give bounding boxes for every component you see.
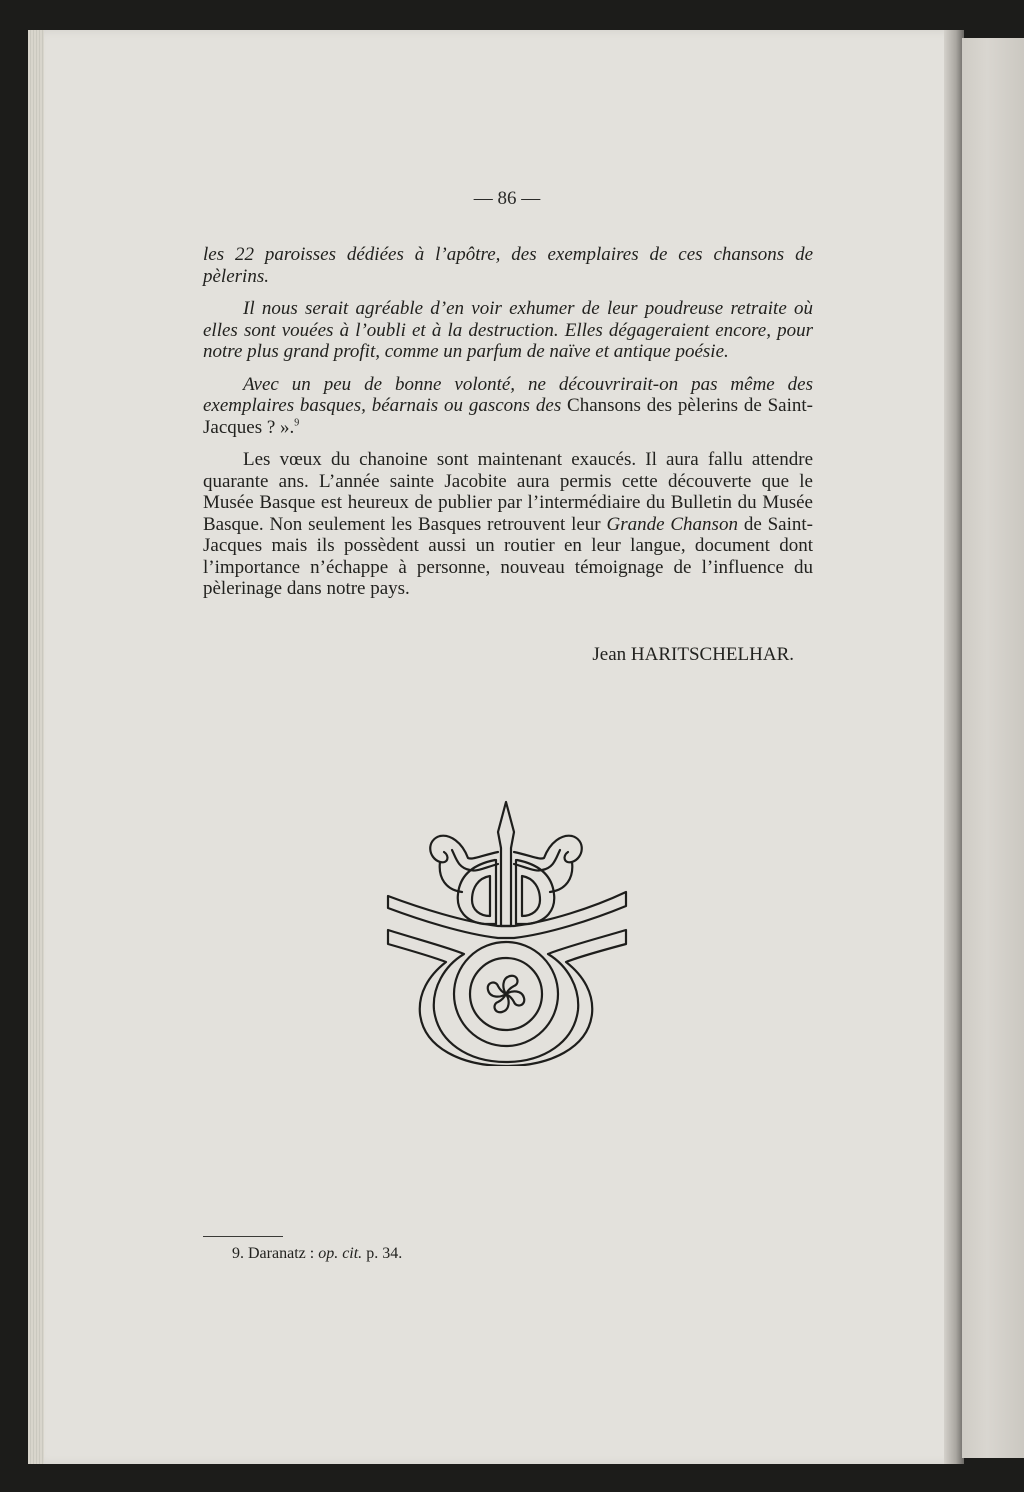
paragraph-2-text: Il nous serait agréable d’en voir exhumer de leur poudreuse retraite où elles sont vouées à l’oubli et à la destruction. Elles dégageraient encore, pour notre plus grand profit, comme un parfum de naïve et antique poésie. [203,298,813,362]
paragraph-1 [203,244,813,287]
footnote [232,1245,732,1263]
facing-page-edge [962,38,1024,1458]
footnote-page: p. 34. [366,1245,403,1262]
paragraph-1-text: les 22 paroisses dédiées à l’apôtre, des exemplaires de ces chansons de pèlerins. [203,244,813,287]
footnote-marker: 9 [294,417,300,429]
body-text [203,244,813,600]
paragraph-4-italic-title: Grande Chanson [606,513,738,535]
footnote-rule [203,1236,283,1237]
page-number: — 86 — [473,188,541,209]
paragraph-3-italic-text: Avec un peu de bonne volonté, ne découvrirait-on pas même des exemplaires basques, béarnais ou gascons des [203,373,813,416]
footnote-ref: op. cit. [318,1245,363,1262]
paragraph-2 [203,298,813,363]
paragraph-3-title-text: Chansons des pèlerins de Saint-Jacques ? ». [203,395,813,438]
paragraph-3 [203,374,813,439]
author-signature: Jean HARITSCHELHAR. [592,644,794,665]
footnote-author: Daranatz : [248,1245,315,1262]
paragraph-4-text-a: Les vœux du chanoine sont maintenant exaucés. Il aura fallu attendre quarante ans. L’année sainte Jacobite aura permis cette découverte que le Musée Basque est heureux de publier par l’intermédiaire du Bulletin du Musée Basque. Non seulement les Basques retrouvent leur [203,449,813,535]
basque-lauburu-emblem-icon [380,798,632,1066]
footnote-number: 9. [232,1245,244,1262]
book-gutter [944,30,964,1464]
paragraph-4-text-b: de Saint-Jacques mais ils possèdent aussi un routier en leur langue, document dont l’importance n’échappe à personne, nouveau témoignage de l’influence du pèlerinage dans notre pays. [203,513,813,599]
paragraph-4 [203,449,813,600]
